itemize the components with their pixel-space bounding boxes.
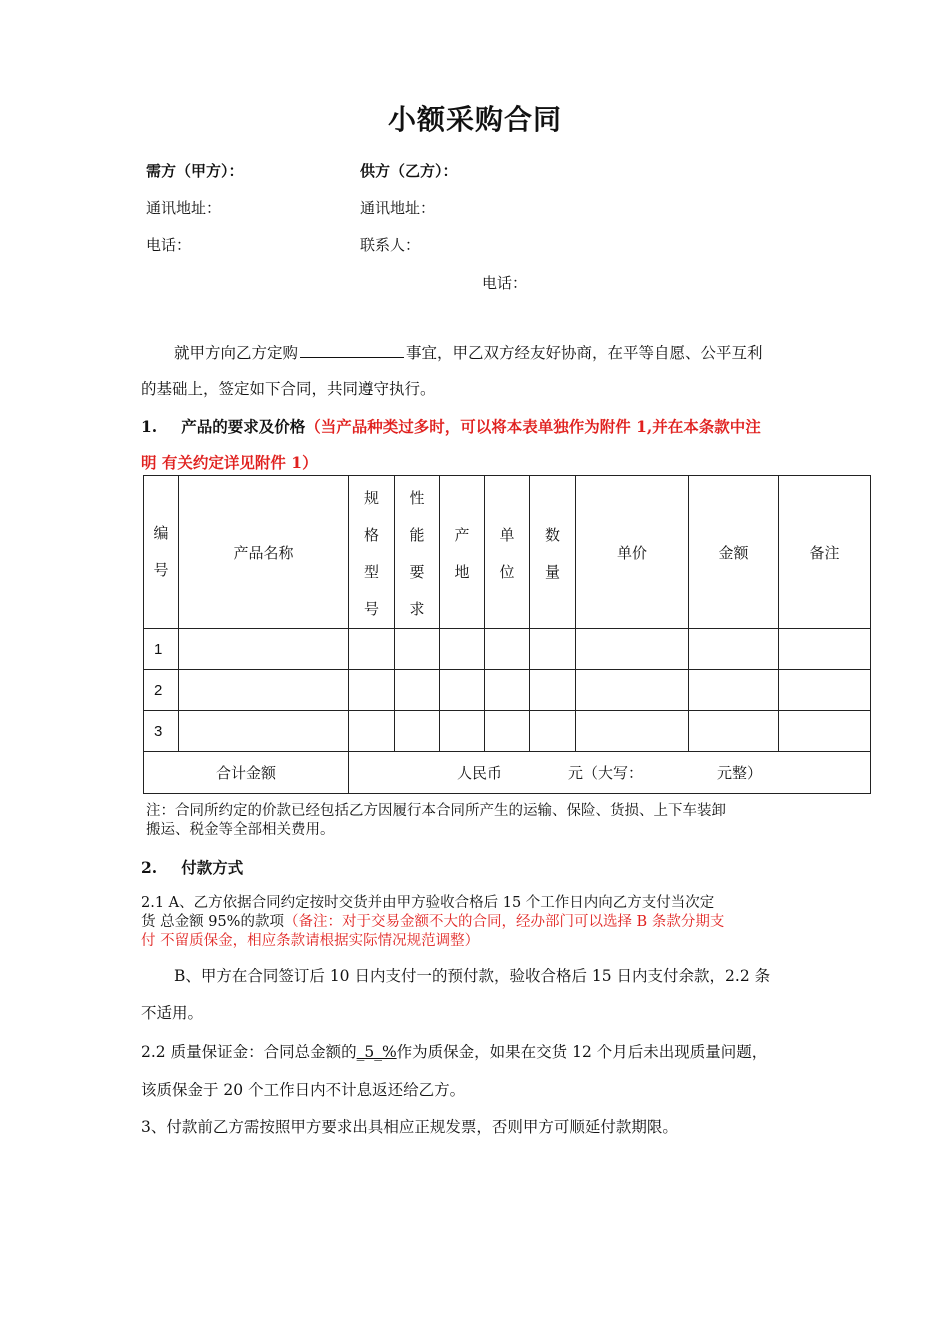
cell-spec[interactable] [349,629,395,670]
product-table [143,475,871,794]
header-spec: 规格型号 [349,476,395,629]
header-remark: 备注 [779,476,871,629]
row-number: 1 [144,629,179,670]
intro-line-2: 的基础上，签定如下合同，共同遵守执行。 [141,380,436,398]
table-row [144,670,871,711]
header-no: 编号 [144,476,179,629]
cell-spec[interactable] [349,670,395,711]
intro-line-1 [174,341,763,363]
cell-origin[interactable] [440,670,485,711]
section1-note-line-2: 明 有关约定详见附件 1） [141,453,318,472]
page-title: 小额采购合同 [387,103,562,136]
section1-number: 1. [141,417,158,436]
intro-text-part2: 事宜，甲乙双方经友好协商，在平等自愿、公平互利 [406,344,763,362]
cell-remark[interactable] [779,670,871,711]
table-header-row [144,476,871,629]
price-note-line-2: 搬运、税金等全部相关费用。 [146,822,335,838]
table-row [144,711,871,752]
clause-b-line-1: B、甲方在合同签订后 10 日内支付一的预付款，验收合格后 15 日内支付余款，2.2 条 [174,967,771,985]
party-b-address: 通讯地址： [360,199,436,217]
cell-perf[interactable] [395,711,440,752]
cell-price[interactable] [576,670,689,711]
cell-name[interactable] [179,670,349,711]
header-perf: 性能要求 [395,476,440,629]
cell-amount[interactable] [689,670,779,711]
clause-2-1-text: 货 总金额 95%的款项 [141,914,284,930]
clause-2-1-line-3: 付 不留质保金，相应条款请根据实际情况规范调整） [141,933,480,949]
row-number: 2 [144,670,179,711]
row-number: 3 [144,711,179,752]
party-b-contact: 联系人： [360,236,421,254]
clause-2-2-line-1 [141,1040,767,1062]
section2-number: 2. [141,858,158,877]
cell-price[interactable] [576,711,689,752]
section1-title: 产品的要求及价格 [181,417,306,436]
clause-b-line-2: 不适用。 [141,1004,204,1022]
cell-unit[interactable] [485,629,530,670]
cell-spec[interactable] [349,711,395,752]
cell-qty[interactable] [530,629,576,670]
table-total-row [144,752,871,794]
cell-perf[interactable] [395,670,440,711]
total-label: 合计金额 [144,752,349,794]
section1-heading [141,415,761,437]
party-a-phone: 电话： [146,236,192,254]
clause-3-line-1: 3、付款前乙方需按照甲方要求出具相应正规发票，否则甲方可顺延付款期限。 [141,1118,678,1136]
clause-2-2-percent: _5_% [356,1043,397,1061]
cell-qty[interactable] [530,711,576,752]
cell-perf[interactable] [395,629,440,670]
price-note-line-1: 注：合同所约定的价款已经包括乙方因履行本合同所产生的运输、保险、货损、上下车装卸 [146,803,726,819]
cell-remark[interactable] [779,629,871,670]
header-qty: 数量 [530,476,576,629]
party-a-label: 需方（甲方）： [146,162,244,180]
clause-2-2-text-a: 2.2 质量保证金：合同总金额的 [141,1043,357,1061]
cell-origin[interactable] [440,629,485,670]
total-value [349,752,871,794]
header-name: 产品名称 [179,476,349,629]
cell-remark[interactable] [779,711,871,752]
cell-unit[interactable] [485,711,530,752]
total-end: 元整） [717,764,763,782]
total-rmb: 人民币 [456,764,502,782]
cell-name[interactable] [179,711,349,752]
total-yuan: 元（大写： [567,764,643,782]
party-b-label: 供方（乙方）： [360,162,458,180]
section2-title: 付款方式 [181,858,244,877]
header-unit: 单位 [485,476,530,629]
cell-amount[interactable] [689,711,779,752]
cell-price[interactable] [576,629,689,670]
section1-note: （当产品种类过多时，可以将本表单独作为附件 1,并在本条款中注 [305,417,761,436]
party-a-address: 通讯地址： [146,199,222,217]
clause-2-1-line-2 [141,912,724,932]
cell-amount[interactable] [689,629,779,670]
cell-origin[interactable] [440,711,485,752]
clause-2-1-red-note: （备注：对于交易金额不大的合同，经办部门可以选择 B 条款分期支 [283,914,725,930]
clause-2-2-line-2: 该质保金于 20 个工作日内不计息返还给乙方。 [141,1081,466,1099]
product-blank-line [300,343,404,358]
header-amount: 金额 [689,476,779,629]
section2-heading [141,856,243,878]
cell-unit[interactable] [485,670,530,711]
clause-2-1-line-1: 2.1 A、乙方依据合同约定按时交货并由甲方验收合格后 15 个工作日内向乙方支付当次定 [141,895,715,911]
header-origin: 产地 [440,476,485,629]
header-price: 单价 [576,476,689,629]
clause-2-2-text-b: 作为质保金，如果在交货 12 个月后未出现质量问题， [396,1043,768,1061]
cell-name[interactable] [179,629,349,670]
party-b-phone: 电话： [482,274,528,292]
table-row [144,629,871,670]
cell-qty[interactable] [530,670,576,711]
intro-text-part1: 就甲方向乙方定购 [174,344,299,362]
